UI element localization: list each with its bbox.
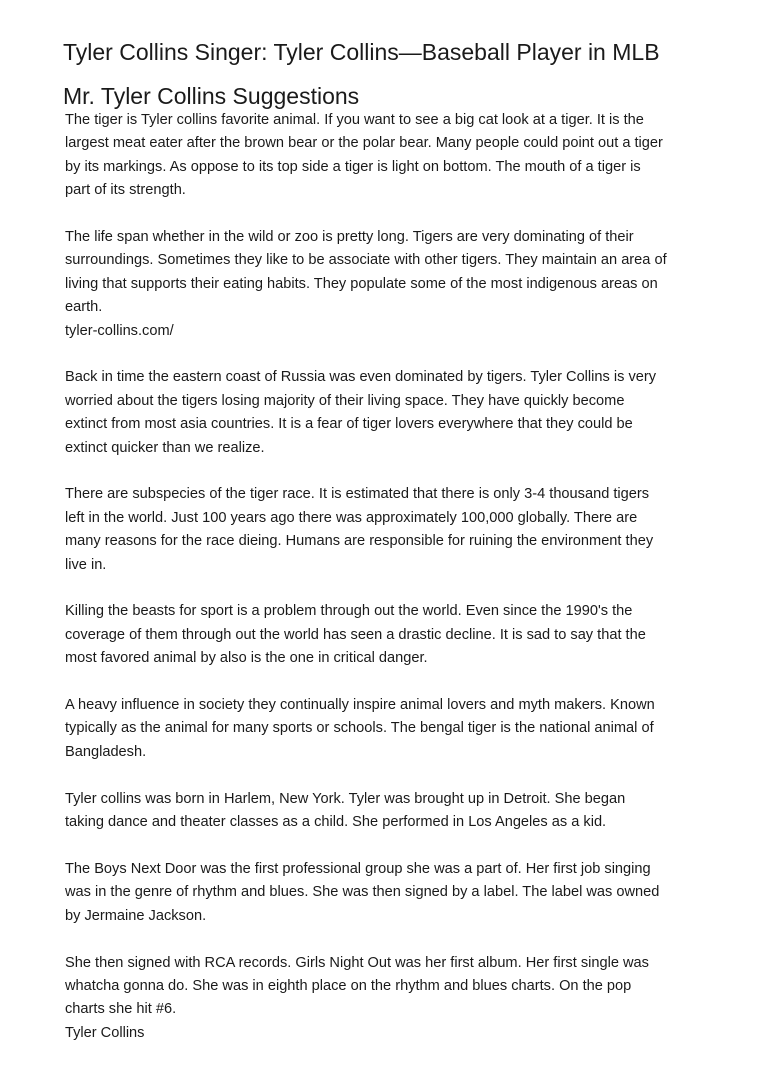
text-line: left in the world. Just 100 years ago there was approximately 100,000 globally. There are <box>65 509 638 526</box>
text-line: Killing the beasts for sport is a problem through out the world. Even since the 1990's the <box>65 603 633 620</box>
paragraph <box>65 694 725 764</box>
text-line: largest meat eater after the brown bear or the polar bear. Many people could point out a tiger <box>65 135 663 152</box>
text-line: living that supports their eating habits. They populate some of the most indigenous areas on <box>65 275 658 292</box>
text-line: whatcha gonna do. She was in eighth place on the rhythm and blues charts. On the pop <box>65 977 632 994</box>
paragraph <box>65 226 725 343</box>
text-line: surroundings. Sometimes they like to be associate with other tigers. They maintain an area of <box>65 252 667 269</box>
text-line: most favored animal by also is the one in critical danger. <box>65 650 428 667</box>
paragraph <box>65 483 725 577</box>
article-body <box>65 109 725 1069</box>
text-line: Tyler collins was born in Harlem, New York. Tyler was brought up in Detroit. She began <box>65 790 626 807</box>
paragraph <box>65 858 725 928</box>
text-line: Back in time the eastern coast of Russia was even dominated by tigers. Tyler Collins is very <box>65 369 657 386</box>
text-line: The tiger is Tyler collins favorite animal. If you want to see a big cat look at a tiger. It is the <box>65 112 644 128</box>
author-signature: Tyler Collins <box>65 1024 145 1041</box>
text-line: She then signed with RCA records. Girls Night Out was her first album. Her first single was <box>65 954 649 971</box>
text-line: many reasons for the race dieing. Humans are responsible for ruining the environment they <box>65 533 654 550</box>
document-subtitle: Mr. Tyler Collins Suggestions <box>63 83 360 109</box>
text-line: A heavy influence in society they continually inspire animal lovers and myth makers. Known <box>65 697 655 714</box>
text-line: The life span whether in the wild or zoo is pretty long. Tigers are very dominating of their <box>65 229 634 246</box>
text-line: extinct quicker than we realize. <box>65 439 265 456</box>
text-line: taking dance and theater classes as a child. She performed in Los Angeles as a kid. <box>65 814 607 831</box>
text-line: There are subspecies of the tiger race. It is estimated that there is only 3-4 thousand tigers <box>65 486 650 503</box>
text-line: typically as the animal for many sports or schools. The bengal tiger is the national animal of <box>65 720 654 737</box>
text-line: Bangladesh. <box>65 743 147 760</box>
text-line: The Boys Next Door was the first professional group she was a part of. Her first job singing <box>65 860 651 877</box>
paragraph <box>65 109 725 203</box>
paragraph <box>65 952 725 1046</box>
text-line: charts she hit #6. <box>65 1001 177 1018</box>
document-title: Tyler Collins Singer: Tyler Collins—Baseball Player in MLB <box>63 39 660 65</box>
text-line: extinct from most asia countries. It is a fear of tiger lovers everywhere that they could be <box>65 416 633 433</box>
paragraph <box>65 788 725 835</box>
source-link-text: tyler-collins.com/ <box>65 322 174 339</box>
text-line: part of its strength. <box>65 182 186 199</box>
paragraph <box>65 600 725 670</box>
text-line: by its markings. As oppose to its top side a tiger is light on bottom. The mouth of a tiger is <box>65 158 641 175</box>
text-line: earth. <box>65 299 103 316</box>
text-line: worried about the tigers losing majority of their living space. They have quickly become <box>65 392 625 409</box>
text-line: live in. <box>65 556 107 573</box>
paragraph <box>65 366 725 460</box>
text-line: by Jermaine Jackson. <box>65 907 207 924</box>
text-line: was in the genre of rhythm and blues. She was then signed by a label. The label was owned <box>65 884 660 901</box>
text-line: coverage of them through out the world has seen a drastic decline. It is sad to say that the <box>65 626 646 643</box>
